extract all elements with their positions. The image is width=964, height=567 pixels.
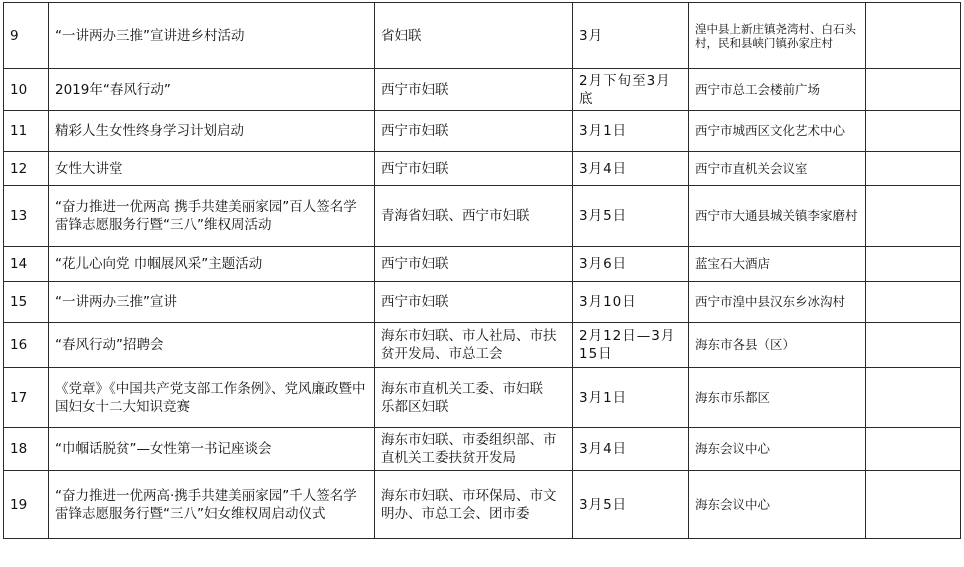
event-name-cell: “奋力推进一优两高·携手共建美丽家园”千人签名学雷锋志愿服务行暨“三八”妇女维权周启动仪式 — [49, 471, 375, 539]
event-name-cell: “花儿心向党 巾帼展风采”主题活动 — [49, 247, 375, 282]
row-number: 9 — [4, 3, 49, 69]
event-name-cell: 2019年“春风行动” — [49, 69, 375, 111]
organizer-cell: 海东市妇联、市人社局、市扶贫开发局、市总工会 — [375, 323, 573, 368]
date-cell: 2月下旬至3月底 — [573, 69, 689, 111]
event-name-cell: 女性大讲堂 — [49, 152, 375, 186]
table-row — [4, 247, 961, 282]
row-number: 13 — [4, 186, 49, 247]
event-name-cell: “一讲两办三推”宣讲 — [49, 282, 375, 323]
date-cell: 3月5日 — [573, 186, 689, 247]
notes-cell — [866, 368, 961, 428]
table-row — [4, 368, 961, 428]
organizer-cell: 省妇联 — [375, 3, 573, 69]
event-name-cell: “巾帼话脱贫”—女性第一书记座谈会 — [49, 428, 375, 471]
notes-cell — [866, 428, 961, 471]
organizer-cell: 青海省妇联、西宁市妇联 — [375, 186, 573, 247]
row-number: 11 — [4, 111, 49, 152]
event-name-cell: “春风行动”招聘会 — [49, 323, 375, 368]
table-body — [4, 3, 961, 539]
date-cell: 3月1日 — [573, 368, 689, 428]
location-cell: 海东会议中心 — [689, 428, 866, 471]
date-cell: 3月10日 — [573, 282, 689, 323]
location-cell: 海东市乐都区 — [689, 368, 866, 428]
row-number: 19 — [4, 471, 49, 539]
location-cell: 蓝宝石大酒店 — [689, 247, 866, 282]
notes-cell — [866, 69, 961, 111]
row-number: 17 — [4, 368, 49, 428]
notes-cell — [866, 3, 961, 69]
row-number: 10 — [4, 69, 49, 111]
notes-cell — [866, 471, 961, 539]
location-cell: 西宁市直机关会议室 — [689, 152, 866, 186]
notes-cell — [866, 323, 961, 368]
organizer-cell: 海东市直机关工委、市妇联 乐都区妇联 — [375, 368, 573, 428]
date-cell: 3月5日 — [573, 471, 689, 539]
table-row — [4, 323, 961, 368]
location-cell: 海东会议中心 — [689, 471, 866, 539]
row-number: 18 — [4, 428, 49, 471]
location-cell: 西宁市总工会楼前广场 — [689, 69, 866, 111]
organizer-cell: 西宁市妇联 — [375, 69, 573, 111]
table-row — [4, 471, 961, 539]
table-row — [4, 69, 961, 111]
location-cell: 西宁市城西区文化艺术中心 — [689, 111, 866, 152]
table-row — [4, 186, 961, 247]
organizer-cell: 西宁市妇联 — [375, 282, 573, 323]
notes-cell — [866, 186, 961, 247]
event-name-cell: “一讲两办三推”宣讲进乡村活动 — [49, 3, 375, 69]
organizer-cell: 海东市妇联、市委组织部、市直机关工委扶贫开发局 — [375, 428, 573, 471]
date-cell: 2月12日—3月15日 — [573, 323, 689, 368]
location-cell: 海东市各县（区） — [689, 323, 866, 368]
table-row — [4, 152, 961, 186]
table-row — [4, 282, 961, 323]
date-cell: 3月4日 — [573, 428, 689, 471]
row-number: 14 — [4, 247, 49, 282]
organizer-cell: 西宁市妇联 — [375, 111, 573, 152]
table-row — [4, 3, 961, 69]
location-cell: 西宁市湟中县汉东乡冰沟村 — [689, 282, 866, 323]
notes-cell — [866, 111, 961, 152]
row-number: 16 — [4, 323, 49, 368]
notes-cell — [866, 282, 961, 323]
events-table — [3, 2, 961, 539]
date-cell: 3月1日 — [573, 111, 689, 152]
table-row — [4, 111, 961, 152]
notes-cell — [866, 247, 961, 282]
organizer-cell: 西宁市妇联 — [375, 247, 573, 282]
date-cell: 3月6日 — [573, 247, 689, 282]
notes-cell — [866, 152, 961, 186]
row-number: 15 — [4, 282, 49, 323]
location-cell: 湟中县上新庄镇尧湾村、白石头村，民和县峡门镇孙家庄村 — [689, 3, 866, 69]
event-name-cell: 《党章》《中国共产党支部工作条例》、党风廉政暨中国妇女十二大知识竞赛 — [49, 368, 375, 428]
row-number: 12 — [4, 152, 49, 186]
location-cell: 西宁市大通县城关镇李家磨村 — [689, 186, 866, 247]
date-cell: 3月 — [573, 3, 689, 69]
event-name-cell: 精彩人生女性终身学习计划启动 — [49, 111, 375, 152]
date-cell: 3月4日 — [573, 152, 689, 186]
organizer-cell: 海东市妇联、市环保局、市文明办、市总工会、团市委 — [375, 471, 573, 539]
event-name-cell: “奋力推进一优两高 携手共建美丽家园”百人签名学雷锋志愿服务行暨“三八”维权周活动 — [49, 186, 375, 247]
organizer-cell: 西宁市妇联 — [375, 152, 573, 186]
table-row — [4, 428, 961, 471]
